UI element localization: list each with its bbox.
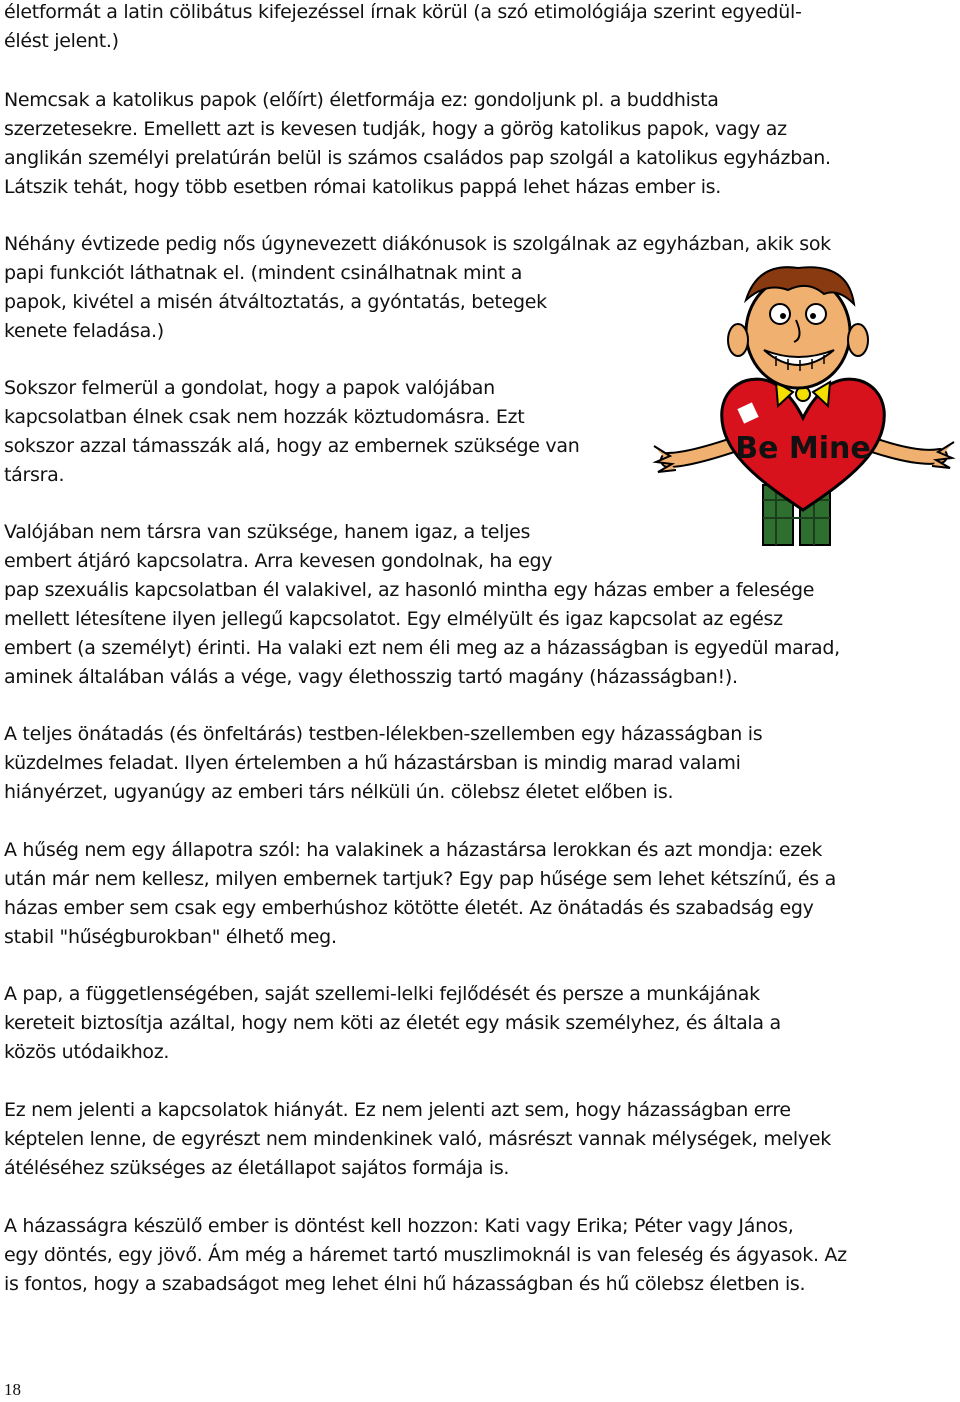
page-number: 18 [4, 1380, 21, 1399]
text-line: kapcsolatban élnek csak nem hozzák köztudomásra. Ezt [4, 406, 525, 428]
text-line: küzdelmes feladat. Ilyen értelemben a hű házastársban is mindig marad valami [4, 752, 741, 774]
text-line: Néhány évtizede pedig nős úgynevezett diákónusok is szolgálnak az egyházban, akik sok [4, 233, 831, 255]
text-line: szerzetesekre. Emellett azt is kevesen tudják, hogy a görög katolikus papok, vagy az [4, 118, 787, 140]
text-line: papok, kivétel a misén átváltoztatás, a gyóntatás, betegek [4, 291, 547, 313]
text-line: anglikán személyi prelatúrán belül is számos családos pap szolgál a katolikus egyházban. [4, 147, 831, 169]
paragraph-7 [4, 836, 836, 952]
text-line: után már nem kellesz, milyen embernek tartjuk? Egy pap hűsége sem lehet kétszínű, és a [4, 868, 836, 890]
text-line: aminek általában válás a vége, vagy élethosszig tartó magány (házasságban!). [4, 666, 738, 688]
text-line: A házasságra készülő ember is döntést kell hozzon: Kati vagy Erika; Péter vagy János, [4, 1215, 794, 1237]
paragraph-1 [4, 0, 802, 56]
text-line: A pap, a függetlenségében, saját szellemi-lelki fejlődését és persze a munkájának [4, 983, 760, 1005]
right-arm [873, 442, 954, 468]
cartoon-head [728, 267, 868, 388]
text-line: kereteit biztosítja azáltal, hogy nem köti az életét egy másik személyhez, és általa a [4, 1012, 781, 1034]
paragraph-10 [4, 1212, 847, 1299]
text-line: egy döntés, egy jövő. Ám még a háremet tartó muszlimoknál is van feleség és ágyasok. Az [4, 1244, 847, 1266]
text-line: közös utódaikhoz. [4, 1041, 170, 1063]
paragraph-4 [4, 374, 579, 490]
text-line: Valójában nem társra van szüksége, hanem igaz, a teljes [4, 521, 531, 543]
be-mine-caption: Be Mine [735, 431, 871, 466]
text-line: A hűség nem egy állapotra szól: ha valakinek a házastársa lerokkan és azt mondja: ezek [4, 839, 823, 861]
text-line: is fontos, hogy a szabadságot meg lehet élni hű házasságban és hű cölebsz életben is. [4, 1273, 806, 1295]
text-line: Sokszor felmerül a gondolat, hogy a papok valójában [4, 377, 495, 399]
text-line: embert átjáró kapcsolatra. Arra kevesen gondolnak, ha egy [4, 550, 553, 572]
text-line: embert (a személyt) érinti. Ha valaki ezt nem éli meg az a házasságban is egyedül marad, [4, 637, 840, 659]
text-line: élést jelent.) [4, 30, 119, 52]
paragraph-9 [4, 1096, 831, 1183]
text-line: Ez nem jelenti a kapcsolatok hiányát. Ez nem jelenti azt sem, hogy házasságban erre [4, 1099, 791, 1121]
left-arm [654, 445, 733, 472]
text-line: házas ember sem csak egy emberhúshoz kötötte életét. Az önátadás és szabadság egy [4, 897, 814, 919]
text-line: pap szexuális kapcsolatban él valakivel, az hasonló mintha egy házas ember a felesége [4, 579, 815, 601]
text-line: mellett létesítene ilyen jellegű kapcsolatot. Egy elmélyült és igaz kapcsolat az egész [4, 608, 783, 630]
text-line: Nemcsak a katolikus papok (előírt) életformája ez: gondoljunk pl. a buddhista [4, 89, 719, 111]
paragraph-2 [4, 86, 831, 202]
text-line: társra. [4, 464, 65, 486]
text-line: sokszor azzal támasszák alá, hogy az embernek szüksége van [4, 435, 580, 457]
text-line: Látszik tehát, hogy több esetben római katolikus pappá lehet házas ember is. [4, 176, 722, 198]
text-line: stabil "hűségburokban" élhető meg. [4, 926, 337, 948]
text-line: papi funkciót láthatnak el. (mindent csinálhatnak mint a [4, 262, 523, 284]
text-line: kenete feladása.) [4, 320, 164, 342]
text-line: életformát a latin cölibátus kifejezéssel írnak körül (a szó etimológiája szerint egyedül- [4, 1, 802, 23]
paragraph-6 [4, 720, 762, 807]
text-line: képtelen lenne, de egyrészt nem mindenkinek való, másrészt vannak mélységek, melyek [4, 1128, 831, 1150]
paragraph-8 [4, 980, 781, 1067]
text-line: hiányérzet, ugyanúgy az emberi társ nélküli ún. cölebsz életet előben is. [4, 781, 674, 803]
text-line: A teljes önátadás (és önfeltárás) testben-lélekben-szellemben egy házasságban is [4, 723, 763, 745]
text-line: átéléséhez szükséges az életállapot sajátos formája is. [4, 1157, 510, 1179]
be-mine-cartoon-illustration [648, 260, 958, 560]
